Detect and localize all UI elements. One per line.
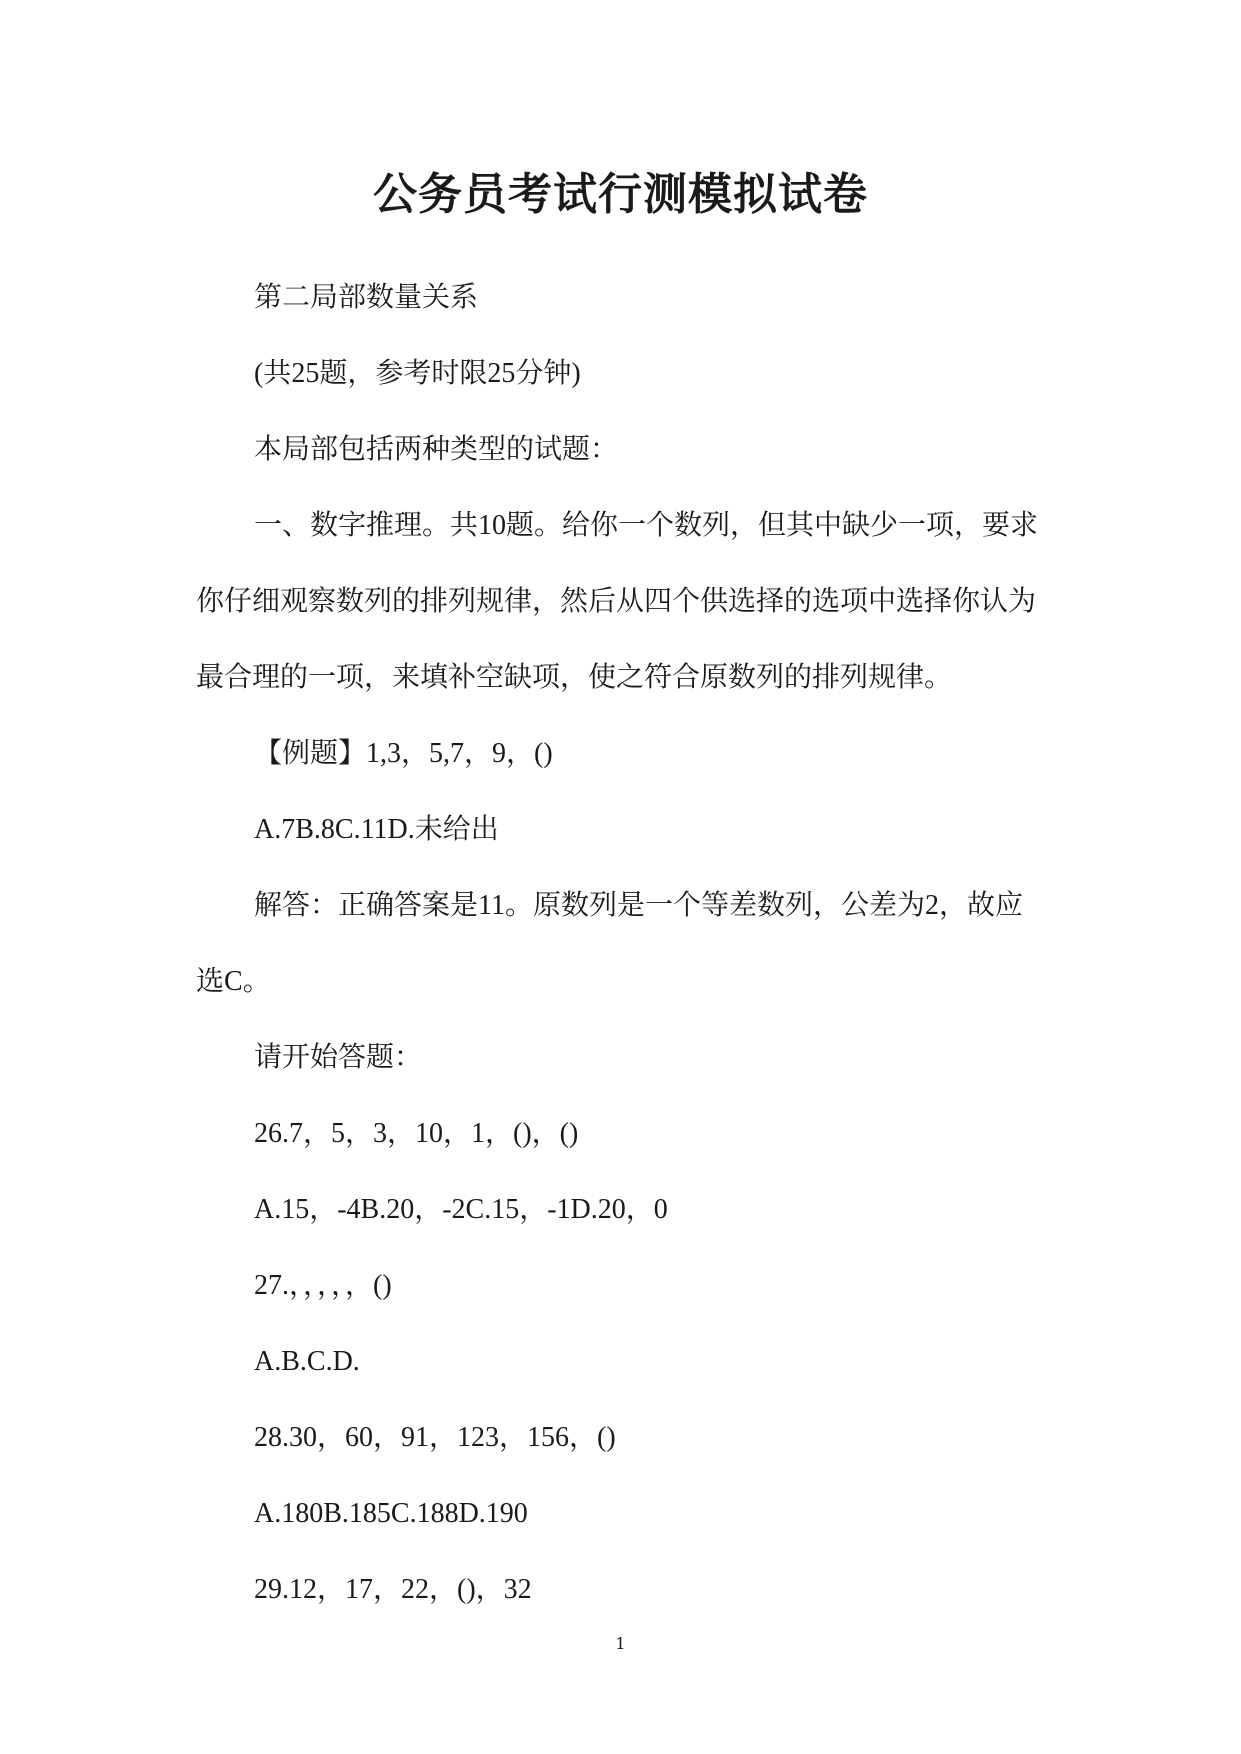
example-options: A.7B.8C.11D.未给出	[254, 814, 499, 845]
example-answer: 解答：正确答案是11。原数列是一个等差数列，公差为2，故应选C。	[196, 890, 1023, 997]
question-27: 27.，，，，，()	[254, 1270, 392, 1301]
question-26: 26.7，5，3，10，1，()，()	[254, 1118, 579, 1149]
page-title: 公务员考试行测模拟试卷	[373, 169, 868, 220]
section-info: (共25题，参考时限25分钟)	[254, 358, 581, 389]
section-intro: 本局部包括两种类型的试题：	[254, 434, 619, 465]
question-29: 29.12，17，22，()，32	[254, 1574, 532, 1605]
question-28-options: A.180B.185C.188D.190	[254, 1498, 528, 1529]
start-prompt: 请开始答题：	[254, 1042, 423, 1073]
question-28: 28.30，60，91，123，156，()	[254, 1422, 616, 1453]
document-body	[196, 260, 1046, 1628]
section-heading: 第二局部数量关系	[254, 282, 479, 313]
page-number: 1	[615, 1634, 626, 1653]
example-question: 【例题】1,3，5,7，9，()	[254, 738, 553, 769]
instruction-paragraph: 一、数字推理。共10题。给你一个数列，但其中缺少一项，要求你仔细观察数列的排列规律，然后从四个供选择的选项中选择你认为最合理的一项，来填补空缺项，使之符合原数列的排列规律。	[196, 510, 1039, 693]
question-27-options: A.B.C.D.	[254, 1346, 360, 1377]
question-26-options: A.15，-4B.20，-2C.15，-1D.20，0	[254, 1194, 668, 1225]
